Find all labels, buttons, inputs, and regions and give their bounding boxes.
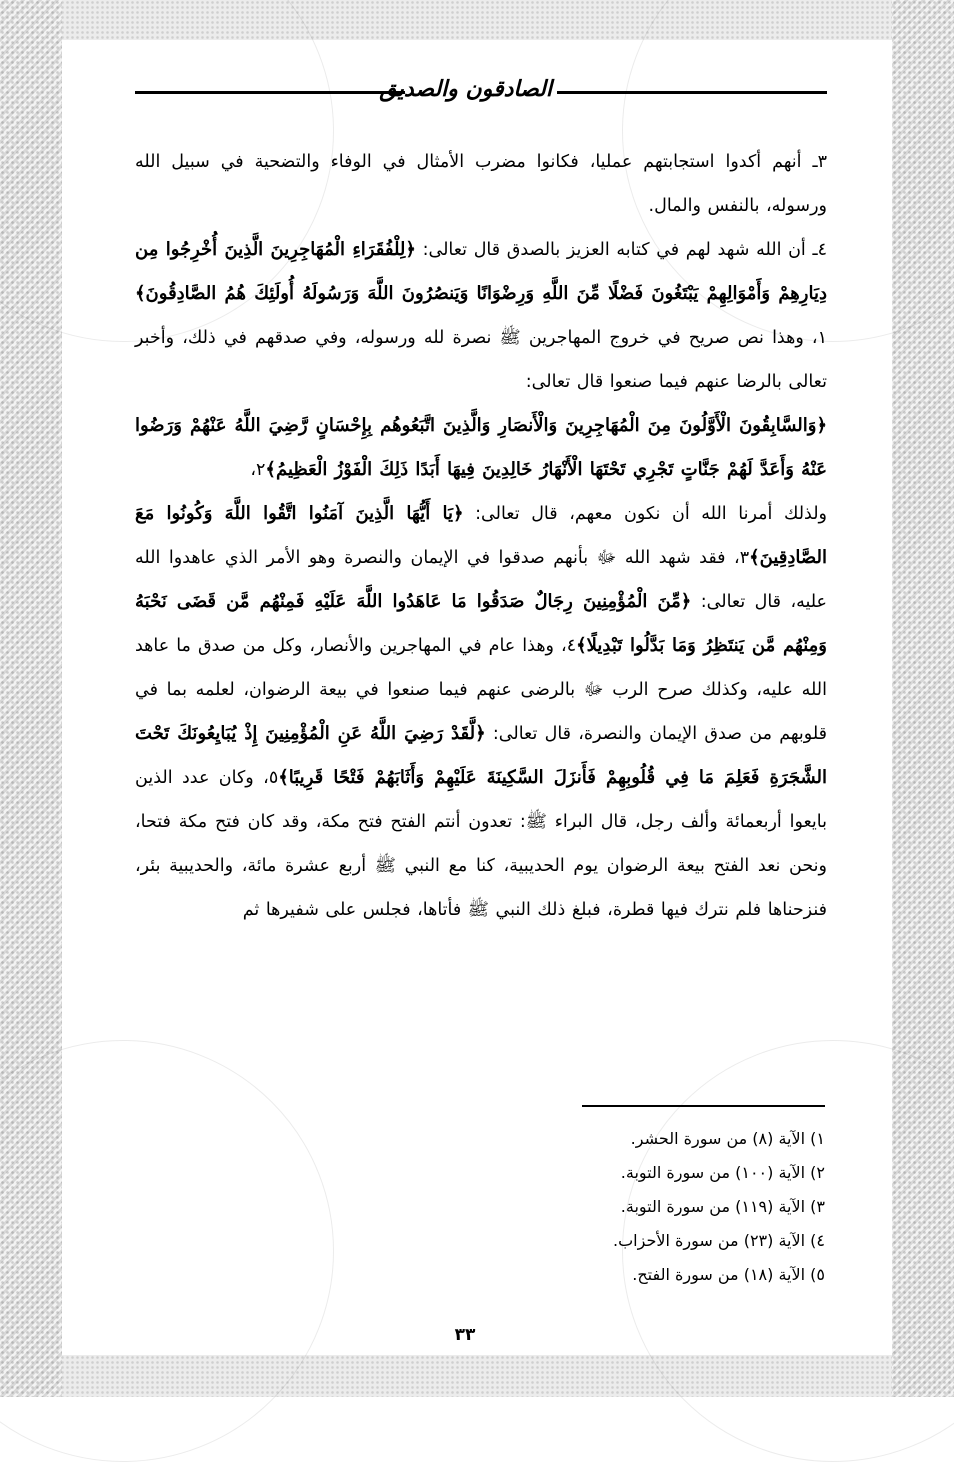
quran-verse: ﴿يَا أَيُّهَا الَّذِينَ آمَنُوا اتَّقُوا اللَّهَ وَكُونُوا مَعَ الصَّادِقِينَ﴾ [135,503,827,568]
paragraph-text: ٥، وكان عدد الذين بايعوا أربعمائة وألف رجل، قال البراء ﷺ: تعدون أنتم الفتح فتح مكة، وقد كان فتح مكة فتحا، ونحن نعد الفتح بيعة الرضوان يوم الحديبية، كنا مع النبي ﷺ أربع عشرة مائة، والحديبية بئر، فنزحناها فلم نترك فيها قطرة، فبلغ ذلك النبي ﷺ فأتاها، فجلس على شفيرها ثم [135,768,827,920]
header-rule-right [557,91,827,94]
paragraph [135,228,827,404]
paragraph-text: ولذلك أمرنا الله أن نكون معهم، قال تعالى: [463,504,827,524]
paragraph-text: ٣ـ أنهم أكدوا استجابتهم عمليا، فكانوا مضرب الأمثال في الوفاء والتضحية في سبيل الله ورسوله، بالنفس والمال. [135,152,827,216]
footnotes [460,1122,825,1292]
quran-verse: ﴿وَالسَّابِقُونَ الْأَوَّلُونَ مِنَ الْمُهَاجِرِينَ وَالْأَنصَارِ وَالَّذِينَ اتَّبَعُوهُم بِإِحْسَانٍ رَّضِيَ اللَّهُ عَنْهُمْ وَرَضُوا عَنْهُ وَأَعَدَّ لَهُمْ جَنَّاتٍ تَجْرِي تَحْتَهَا الْأَنْهَارُ خَالِدِينَ فِيهَا أَبَدًا ذَلِكَ الْفَوْزُ الْعَظِيمُ﴾ [135,415,827,480]
paragraph-text: ١، وهذا نص صريح في خروج المهاجرين ﷺ نصرة لله ورسوله، وفي صدقهم في ذلك، وأخبر تعالى بالرضا عنهم فيما صنعوا قال تعالى: [135,328,827,392]
main-text [135,140,827,932]
header-rule-left [135,91,405,94]
paragraph [135,404,827,492]
paragraph [135,140,827,228]
page-number: ٣٣ [454,1325,476,1345]
quran-verse: ﴿لِلْفُقَرَاءِ الْمُهَاجِرِينَ الَّذِينَ أُخْرِجُوا مِن دِيَارِهِمْ وَأَمْوَالِهِمْ يَبْتَغُونَ فَضْلًا مِّنَ اللَّهِ وَرِضْوَانًا وَيَنصُرُونَ اللَّهَ وَرَسُولَهُ أُولَئِكَ هُمُ الصَّادِقُونَ﴾ [135,239,827,304]
ornament-circle [0,1040,334,1462]
header-title: الصادقون والصديق [379,76,552,102]
footnote: ٢) الآية (١٠٠) من سورة التوبة. [620,1163,825,1182]
running-header [135,74,827,114]
footnote: ٤) الآية (٢٣) من سورة الأحزاب. [613,1231,825,1250]
paragraph-text: ٤ـ أن الله شهد لهم في كتابه العزيز بالصدق قال تعالى: [415,240,827,260]
footnote-separator [582,1105,825,1107]
paragraph-text: ٣، فقد شهد الله ﷻ بأنهم صدقوا في الإيمان والنصرة وهو الأمر الذي عاهدوا الله عليه، قال تعالى: [135,548,827,612]
footnote: ٥) الآية (١٨) من سورة الفتح. [632,1265,825,1284]
quran-verse: ﴿لَّقَدْ رَضِيَ اللَّهُ عَنِ الْمُؤْمِنِينَ إِذْ يُبَايِعُونَكَ تَحْتَ الشَّجَرَةِ فَعَلِمَ مَا فِي قُلُوبِهِمْ فَأَنزَلَ السَّكِينَةَ عَلَيْهِمْ وَأَثَابَهُمْ فَتْحًا قَرِيبًا﴾ [135,723,828,788]
paragraph [135,492,827,932]
quran-verse: ﴿مِّنَ الْمُؤْمِنِينَ رِجَالٌ صَدَقُوا مَا عَاهَدُوا اللَّهَ عَلَيْهِ فَمِنْهُم مَّن قَضَى نَحْبَهُ وَمِنْهُم مَّن يَنتَظِرُ وَمَا بَدَّلُوا تَبْدِيلًا﴾ [135,591,827,656]
paragraph-text: ٤، وهذا عام في المهاجرين والأنصار، وكل من صدق ما عاهد الله عليه، وكذلك صرح الرب ﷻ بالرضى عنهم فيما صنعوا في بيعة الرضوان، لعلمه بما في قلوبهم من صدق الإيمان والنصرة، قال تعالى: [135,636,827,744]
paragraph-text: ٢، [250,460,266,480]
footnote: ٣) الآية (١١٩) من سورة التوبة. [620,1197,825,1216]
footnote: ١) الآية (٨) من سورة الحشر. [630,1129,825,1148]
